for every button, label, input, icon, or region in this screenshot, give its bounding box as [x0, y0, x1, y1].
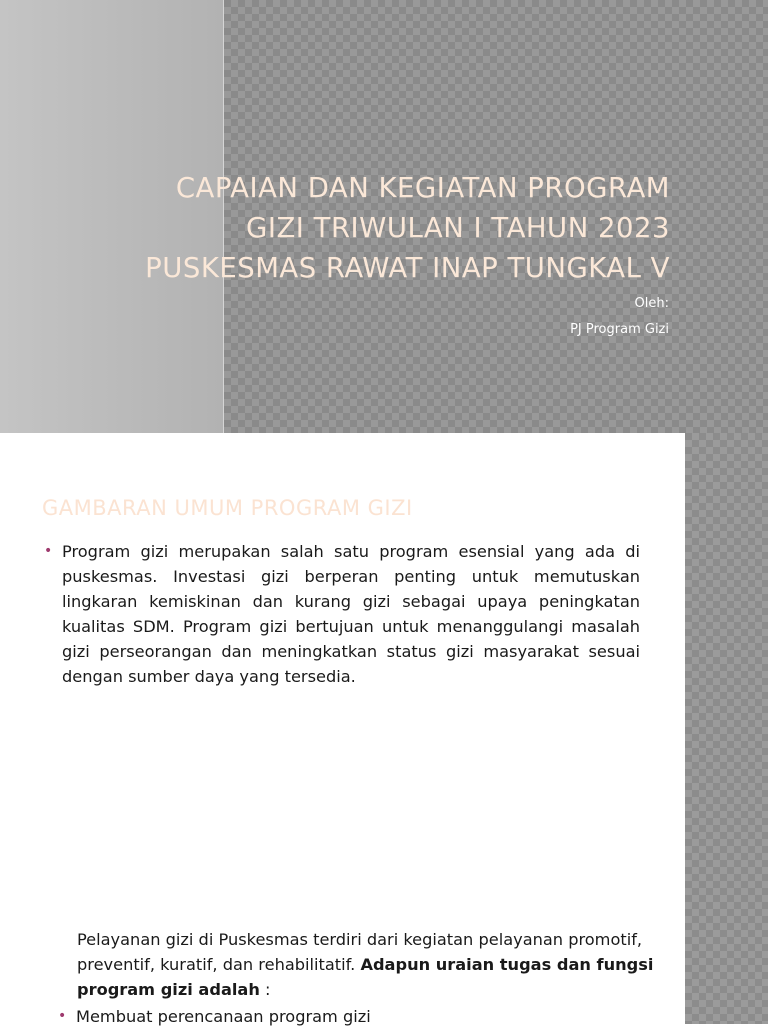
byline-label: Oleh: [634, 296, 669, 311]
bullet-text: Program gizi merupakan salah satu program esensial yang ada di puskesmas. Investasi gizi berperan penting untuk memutuskan lingkaran kemiskinan dan kurang gizi sebagai upaya peningkatan kualitas SDM. Program gizi bertujuan untuk menanggulangi masalah gizi perseorangan dan meningkatkan status gizi masyarakat sesuai dengan sumber daya yang tersedia. [62, 542, 640, 686]
bullet-dot-icon: • [58, 1008, 67, 1024]
slide-byline [570, 291, 669, 343]
bullet-dot-icon: • [44, 543, 53, 559]
byline-author: PJ Program Gizi [570, 322, 669, 337]
content-slide-heading: GAMBARAN UMUM PROGRAM GIZI [42, 496, 413, 520]
title-slide [0, 0, 768, 433]
bullet-list [44, 539, 640, 689]
paragraph-text: Pelayanan gizi di Puskesmas terdiri dari kegiatan pelayanan promotif, preventif, kuratif, dan rehabilitatif. [77, 930, 643, 974]
slide-title-line: CAPAIAN DAN KEGIATAN PROGRAM [175, 172, 670, 204]
bullet-list-2 [58, 1004, 658, 1029]
paragraph-bold-text: Adapun uraian tugas dan fungsi program gizi adalah [77, 955, 654, 999]
slide-title-line: GIZI TRIWULAN I TAHUN 2023 [246, 212, 670, 244]
bullet-text: Membuat perencanaan program gizi [76, 1007, 371, 1026]
slide-title [50, 168, 670, 288]
content-slide-pattern-bar [685, 433, 768, 1024]
body-paragraph [77, 927, 667, 1002]
list-item [44, 539, 640, 689]
list-item [58, 1004, 658, 1029]
slide-title-line: PUSKESMAS RAWAT INAP TUNGKAL V [145, 252, 670, 284]
paragraph-end-text: : [259, 980, 271, 999]
